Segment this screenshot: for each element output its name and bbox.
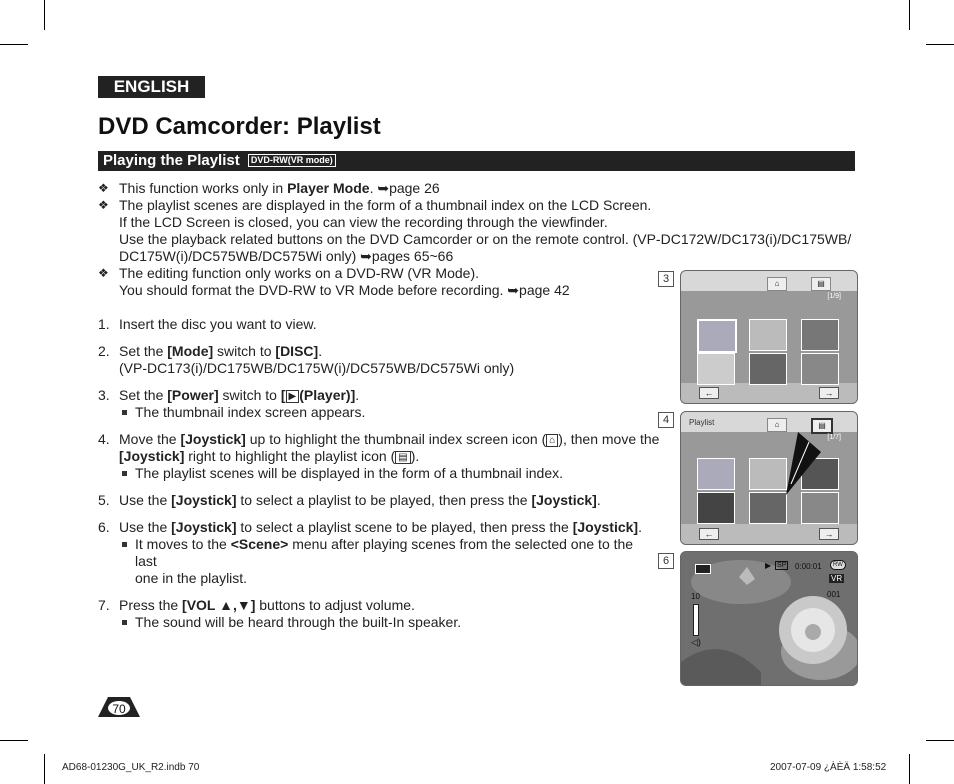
diamond-bullet-icon: ❖ bbox=[98, 266, 109, 280]
playlist-tab-icon: ▤ bbox=[811, 277, 831, 291]
sub-item: The playlist scenes will be displayed in the form of a thumbnail index. bbox=[119, 465, 658, 482]
crop-mark bbox=[44, 0, 45, 30]
prev-arrow-icon[interactable]: ← bbox=[699, 528, 719, 540]
page-number: 70 bbox=[112, 702, 126, 716]
mode-badge: DVD-RW(VR mode) bbox=[248, 154, 336, 167]
thumbnail[interactable] bbox=[749, 353, 787, 385]
sub-item: The sound will be heard through the built-In speaker. bbox=[119, 614, 658, 631]
volume-slider[interactable] bbox=[693, 604, 699, 636]
thumbnail-tab-icon: ⌂ bbox=[767, 277, 787, 291]
step-5: 5. Use the [Joystick] to select a playlist to be played, then press the [Joystick]. bbox=[98, 492, 601, 508]
lcd-screen-playlist bbox=[680, 411, 858, 545]
diamond-bullet-icon: ❖ bbox=[98, 181, 109, 195]
thumbnail[interactable] bbox=[749, 319, 787, 351]
scene-number: 001 bbox=[827, 590, 841, 599]
footer-right: 2007-07-09 ¿ÀÈÄ 1:58:52 bbox=[770, 762, 887, 773]
battery-icon bbox=[695, 564, 711, 574]
note-item: ❖ The editing function only works on a DVD-RW (VR Mode). You should format the DVD-RW to VR Mode before recording. ➥page 42 bbox=[98, 265, 570, 298]
section-header bbox=[98, 151, 855, 171]
speaker-icon: ◁) bbox=[691, 637, 701, 647]
play-icon: ▶ bbox=[286, 390, 300, 403]
playlist-tab-icon: ▤ bbox=[811, 418, 833, 434]
next-arrow-icon[interactable]: → bbox=[819, 528, 839, 540]
step-7: 7. Press the [VOL ▲,▼] buttons to adjust volume. The sound will be heard through the built-In speaker. bbox=[98, 597, 658, 631]
playlist-icon: ▤ bbox=[395, 451, 410, 464]
crop-mark bbox=[909, 0, 910, 30]
thumbnail[interactable] bbox=[697, 319, 737, 353]
crop-mark bbox=[926, 740, 954, 741]
crop-mark bbox=[0, 44, 28, 45]
pointer-arrow-icon bbox=[681, 412, 857, 544]
thumbnail[interactable] bbox=[801, 353, 839, 385]
playlist-counter: [1/7] bbox=[827, 434, 841, 441]
thumbnail-counter: [1/9] bbox=[827, 293, 841, 300]
footer-left: AD68-01230G_UK_R2.indb 70 bbox=[62, 762, 200, 773]
time-counter: 0:00:01 bbox=[795, 562, 822, 571]
prev-arrow-icon[interactable]: ← bbox=[699, 387, 719, 399]
page-title: DVD Camcorder: Playlist bbox=[98, 113, 381, 140]
screen-label-6: 6 bbox=[658, 553, 674, 569]
play-status-icon: ▶ bbox=[765, 561, 772, 570]
sub-item: The thumbnail index screen appears. bbox=[119, 404, 658, 421]
step-1: 1. Insert the disc you want to view. bbox=[98, 316, 317, 332]
thumbnail-index-icon: ⌂ bbox=[546, 434, 558, 447]
note-item: ❖ This function works only in Player Mode. ➥page 26 bbox=[98, 180, 440, 196]
step-6: 6. Use the [Joystick] to select a playlist scene to be played, then press the [Joystick]. It moves to the <Scene> menu after playing scenes from the selected one to the last one in the playlist. bbox=[98, 519, 658, 587]
crop-mark bbox=[926, 44, 954, 45]
lcd-screen-playback bbox=[680, 551, 858, 686]
crop-mark bbox=[909, 754, 910, 784]
thumbnail-tab-icon: ⌂ bbox=[767, 418, 787, 432]
section-title: Playing the Playlist bbox=[103, 152, 240, 169]
sub-item: It moves to the <Scene> menu after playing scenes from the selected one to the last one in the playlist. bbox=[119, 536, 658, 587]
crop-mark bbox=[0, 740, 28, 741]
diamond-bullet-icon: ❖ bbox=[98, 198, 109, 212]
vr-mode-badge: VR bbox=[831, 574, 843, 583]
thumbnail[interactable] bbox=[697, 353, 735, 385]
volume-level: 10 bbox=[691, 592, 700, 601]
step-4: 4. Move the [Joystick] up to highlight the thumbnail index screen icon ( ⌂ ), then move the [Joystick] right to highlight the playlist icon ( ▤ ). The playlist scenes will be displayed in the form of a thumbnail index. bbox=[98, 431, 660, 481]
step-3: 3. Set the [Power] switch to [ ▶ (Player)]. The thumbnail index screen appears. bbox=[98, 387, 658, 421]
playlist-title: Playlist bbox=[689, 418, 715, 427]
screen-label-3: 3 bbox=[658, 271, 674, 287]
record-mode-badge: SP bbox=[777, 562, 787, 569]
disc-type-badge: RW bbox=[830, 560, 846, 570]
lcd-screen-thumbnail bbox=[680, 270, 858, 404]
step-2: 2. Set the [Mode] switch to [DISC]. (VP-DC173(i)/DC175WB/DC175W(i)/DC575WB/DC575Wi only) bbox=[98, 343, 515, 376]
note-item: ❖ The playlist scenes are displayed in the form of a thumbnail index on the LCD Screen. If the LCD Screen is closed, you can view the recording through the viewfinder. Use the playback related buttons on the DVD Camcorder or on the remote control. (VP-DC172W/DC173(i)/DC175WB/ DC175W(i)/DC575WB/DC575Wi only) ➥pages 65~66 bbox=[98, 197, 852, 264]
crop-mark bbox=[44, 754, 45, 784]
screen-label-4: 4 bbox=[658, 412, 674, 428]
language-tab: ENGLISH bbox=[98, 76, 205, 98]
thumbnail[interactable] bbox=[801, 319, 839, 351]
next-arrow-icon[interactable]: → bbox=[819, 387, 839, 399]
